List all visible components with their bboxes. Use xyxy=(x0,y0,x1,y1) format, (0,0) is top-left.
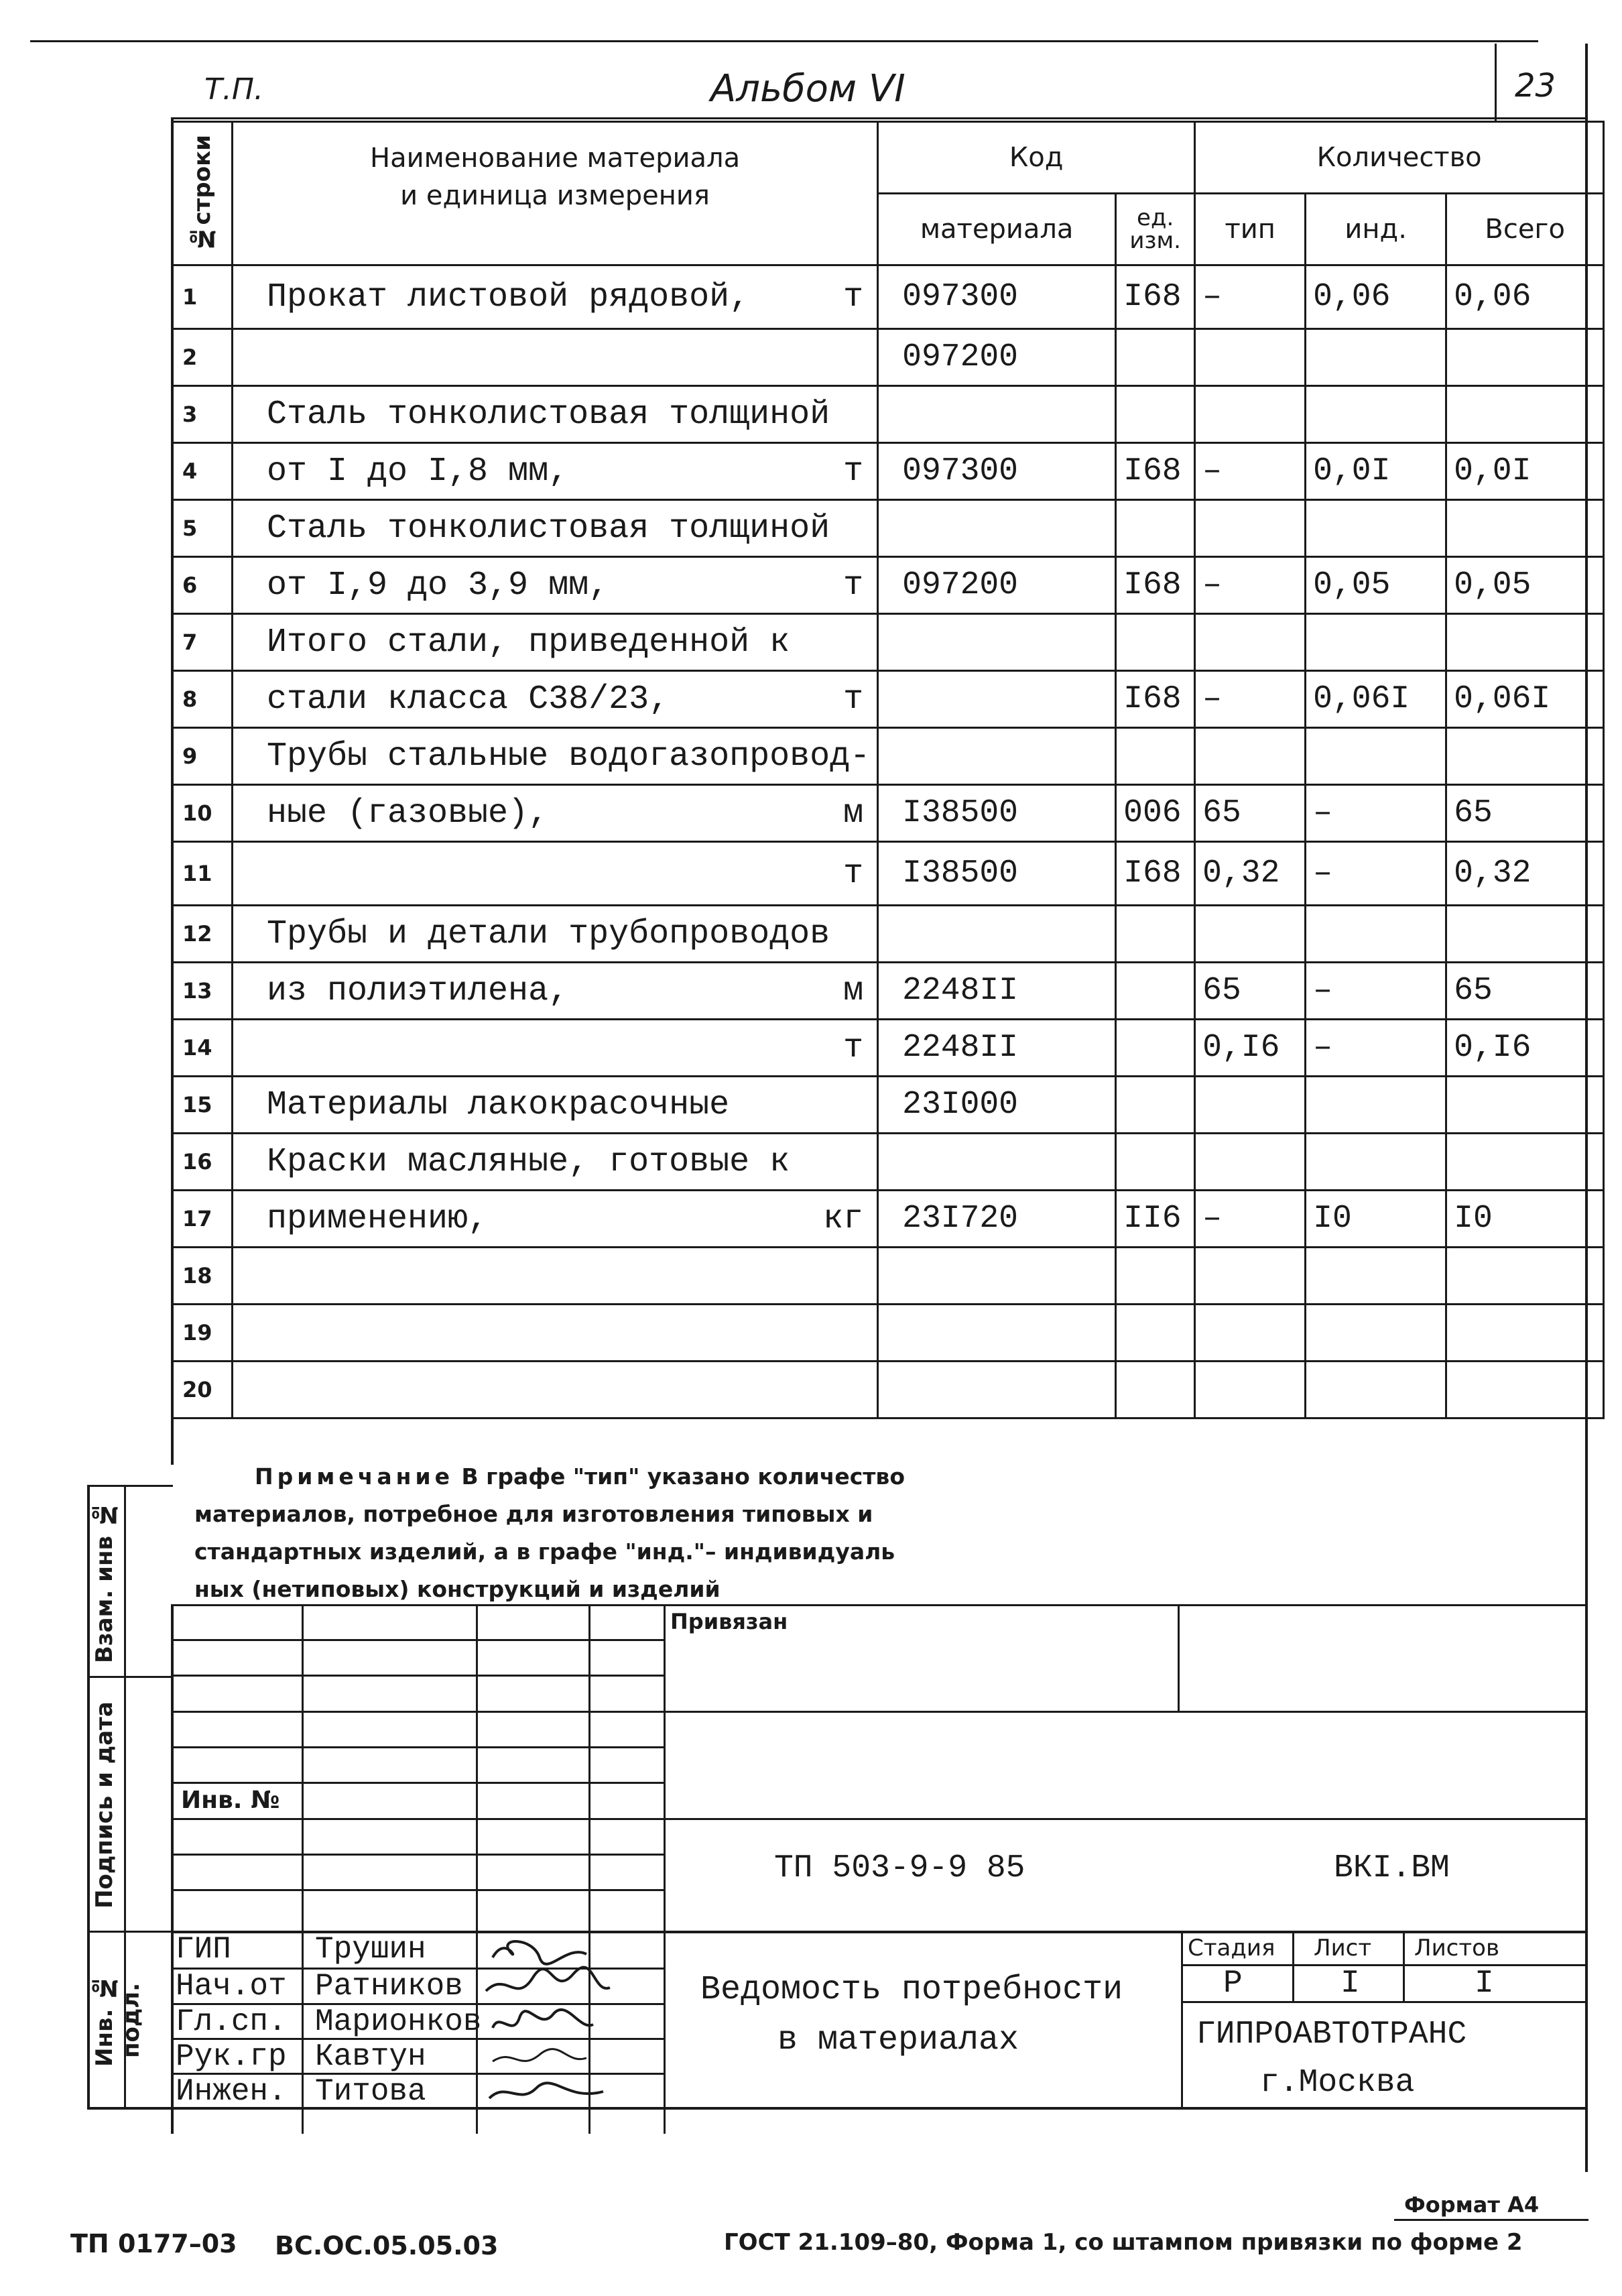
doc-mark: ВКI.ВМ xyxy=(1334,1850,1450,1886)
material-name-text: ные (газовые), xyxy=(267,794,549,833)
row-number: 11 xyxy=(172,842,233,906)
footer-left-code2: ВС.ОС.05.05.03 xyxy=(275,2231,499,2260)
material-name xyxy=(233,1362,878,1418)
unit-code: I68 xyxy=(1116,671,1195,728)
stamp-row-4 xyxy=(171,1746,664,1748)
table-row xyxy=(172,906,1604,963)
sheet-label: Лист xyxy=(1314,1935,1372,1961)
footer-rule xyxy=(1394,2219,1588,2221)
row-number: 4 xyxy=(172,443,233,500)
material-code xyxy=(878,1248,1116,1305)
row-number: 7 xyxy=(172,614,233,671)
inv-no-label: Инв. № xyxy=(181,1787,280,1814)
unit-code: I68 xyxy=(1116,265,1195,329)
qty-total xyxy=(1446,386,1604,443)
sheets-value: I xyxy=(1475,1966,1494,2002)
doc-title-line2: в материалах xyxy=(777,2021,1019,2059)
qty-type xyxy=(1195,386,1306,443)
stamp-col-e xyxy=(1178,1604,1180,1711)
stamp-col-a xyxy=(302,1604,304,2134)
material-name xyxy=(233,386,878,443)
col-qty-total-header: Всего xyxy=(1446,194,1604,265)
qty-ind: 0,05 xyxy=(1306,557,1446,614)
material-name xyxy=(233,329,878,386)
unit-code xyxy=(1116,1134,1195,1191)
material-code xyxy=(878,1134,1116,1191)
qty-type: – xyxy=(1195,1191,1306,1248)
row-number: 3 xyxy=(172,386,233,443)
material-name xyxy=(233,1020,878,1077)
table-row xyxy=(172,1077,1604,1134)
side-strip-top xyxy=(87,1485,173,1487)
qty-total: 0,I6 xyxy=(1446,1020,1604,1077)
table-row xyxy=(172,265,1604,329)
sheets-label: Листов xyxy=(1414,1935,1500,1961)
material-code: 23I000 xyxy=(878,1077,1116,1134)
stamp-row-8 xyxy=(171,1889,664,1891)
signer-role: Нач.от xyxy=(176,1969,287,2004)
material-code xyxy=(878,1362,1116,1418)
album-label: Альбом VI xyxy=(710,67,906,111)
doc-title-line1: Ведомость потребности xyxy=(700,1971,1123,2009)
material-name-text: стали класса С38/23, xyxy=(267,680,670,719)
signer-name: Марионков xyxy=(315,2004,482,2039)
row-number: 1 xyxy=(172,265,233,329)
stage-label: Стадия xyxy=(1188,1935,1275,1961)
material-unit: т xyxy=(843,278,864,316)
qty-type xyxy=(1195,906,1306,963)
row-number: 13 xyxy=(172,963,233,1020)
qty-ind: 0,0I xyxy=(1306,443,1446,500)
stamp-col-d xyxy=(664,1604,666,2134)
qty-total xyxy=(1446,1305,1604,1362)
qty-type xyxy=(1195,1077,1306,1134)
stage-col-1 xyxy=(1181,1931,1183,2107)
stage-value: Р xyxy=(1223,1966,1243,2002)
table-row xyxy=(172,614,1604,671)
col-qty-ind-header: инд. xyxy=(1306,194,1446,265)
unit-code xyxy=(1116,906,1195,963)
material-unit: м xyxy=(843,971,864,1010)
qty-ind xyxy=(1306,500,1446,557)
qty-ind xyxy=(1306,614,1446,671)
stamp-row-1 xyxy=(171,1639,664,1641)
material-name xyxy=(233,443,878,500)
qty-total xyxy=(1446,1077,1604,1134)
qty-ind xyxy=(1306,1134,1446,1191)
unit-code xyxy=(1116,1305,1195,1362)
unit-code xyxy=(1116,728,1195,785)
stamp-row-5 xyxy=(171,1782,664,1784)
qty-ind: – xyxy=(1306,963,1446,1020)
stamp-row-7 xyxy=(171,1854,664,1856)
qty-total: 0,06I xyxy=(1446,671,1604,728)
side-podpis: Подпись и дата xyxy=(91,1701,118,1909)
row-number: 17 xyxy=(172,1191,233,1248)
signer-role: Инжен. xyxy=(176,2074,287,2109)
qty-type: 0,32 xyxy=(1195,842,1306,906)
material-code: 097300 xyxy=(878,265,1116,329)
material-unit: т xyxy=(843,566,864,605)
material-code: 23I720 xyxy=(878,1191,1116,1248)
qty-ind xyxy=(1306,386,1446,443)
material-name xyxy=(233,785,878,842)
material-unit: т xyxy=(843,452,864,491)
qty-ind: – xyxy=(1306,1020,1446,1077)
material-unit: м xyxy=(843,794,864,833)
unit-code: 006 xyxy=(1116,785,1195,842)
material-code: 2248II xyxy=(878,963,1116,1020)
material-name-text: Трубы и детали трубопроводов xyxy=(267,914,830,953)
row-number: 6 xyxy=(172,557,233,614)
qty-type: 0,I6 xyxy=(1195,1020,1306,1077)
material-name xyxy=(233,500,878,557)
material-name xyxy=(233,1305,878,1362)
table-row xyxy=(172,1191,1604,1248)
note-line3: стандартных изделий, а в графе "инд."– индивидуаль xyxy=(194,1538,895,1565)
table-row xyxy=(172,1248,1604,1305)
qty-total: I0 xyxy=(1446,1191,1604,1248)
note-line4: ных (нетиповых) конструкций и изделий xyxy=(194,1576,721,1602)
format-label: Формат А4 xyxy=(1404,2192,1540,2218)
qty-type: – xyxy=(1195,265,1306,329)
qty-type: 65 xyxy=(1195,785,1306,842)
stamp-row-2 xyxy=(171,1675,664,1677)
qty-ind: – xyxy=(1306,785,1446,842)
qty-total xyxy=(1446,500,1604,557)
qty-ind xyxy=(1306,1305,1446,1362)
qty-type xyxy=(1195,728,1306,785)
stamp-frame-left xyxy=(171,1604,174,2134)
signatures xyxy=(479,1931,613,2108)
material-unit: кг xyxy=(823,1199,864,1238)
note-block xyxy=(194,1458,905,1608)
sheet-value: I xyxy=(1340,1966,1360,2002)
unit-code xyxy=(1116,1020,1195,1077)
unit-code: II6 xyxy=(1116,1191,1195,1248)
table-row xyxy=(172,1134,1604,1191)
footer-left-code: ТП 0177–03 xyxy=(70,2229,237,2258)
material-name xyxy=(233,1134,878,1191)
qty-type: – xyxy=(1195,671,1306,728)
qty-total xyxy=(1446,614,1604,671)
material-code: 097300 xyxy=(878,443,1116,500)
qty-type xyxy=(1195,1305,1306,1362)
unit-code xyxy=(1116,386,1195,443)
row-number: 9 xyxy=(172,728,233,785)
material-code xyxy=(878,386,1116,443)
table-row xyxy=(172,671,1604,728)
qty-total: 0,06 xyxy=(1446,265,1604,329)
table-row xyxy=(172,557,1604,614)
tp-label: Т.П. xyxy=(204,72,263,107)
material-code: 2248II xyxy=(878,1020,1116,1077)
side-strip-div2 xyxy=(87,1931,173,1933)
side-inv-podl: Инв. № подл. xyxy=(91,1974,145,2067)
col-qty-type-header: тип xyxy=(1195,194,1306,265)
qty-total: 0,32 xyxy=(1446,842,1604,906)
qty-type xyxy=(1195,1362,1306,1418)
material-name xyxy=(233,1077,878,1134)
qty-type xyxy=(1195,500,1306,557)
col-code-header: Код xyxy=(878,122,1195,194)
material-name-text: Материалы лакокрасочные xyxy=(267,1085,730,1124)
qty-total: 65 xyxy=(1446,963,1604,1020)
signer-name: Ратников xyxy=(315,1969,463,2004)
material-code xyxy=(878,500,1116,557)
stamp-col-b xyxy=(476,1604,478,2134)
signer-name: Трушин xyxy=(315,1932,426,1967)
material-name-text: от I до I,8 мм, xyxy=(267,452,569,491)
table-row xyxy=(172,785,1604,842)
qty-type xyxy=(1195,1248,1306,1305)
unit-code xyxy=(1116,1077,1195,1134)
side-strip-outer xyxy=(87,1485,90,2108)
materials-table xyxy=(171,121,1605,1419)
table-row xyxy=(172,728,1604,785)
row-number: 10 xyxy=(172,785,233,842)
qty-total: 0,05 xyxy=(1446,557,1604,614)
row-number: 12 xyxy=(172,906,233,963)
sheet-number: 23 xyxy=(1515,67,1556,105)
header-underline xyxy=(171,117,1585,119)
material-name-text: Краски масляные, готовые к xyxy=(267,1142,790,1181)
doc-code: ТП 503-9-9 85 xyxy=(774,1850,1025,1886)
qty-ind xyxy=(1306,1248,1446,1305)
table-row xyxy=(172,500,1604,557)
unit-code xyxy=(1116,500,1195,557)
qty-total xyxy=(1446,1134,1604,1191)
material-code: I38500 xyxy=(878,785,1116,842)
stage-col-2 xyxy=(1292,1931,1294,2001)
qty-type xyxy=(1195,329,1306,386)
material-name xyxy=(233,671,878,728)
signer-role: Гл.сп. xyxy=(176,2004,287,2039)
row-number: 15 xyxy=(172,1077,233,1134)
side-strip-div1 xyxy=(87,1676,173,1678)
material-name xyxy=(233,614,878,671)
stamp-bottom xyxy=(87,2107,1585,2110)
col-code-unit-header: ед. изм. xyxy=(1116,194,1195,265)
sheet-number-box-left xyxy=(1495,44,1497,121)
qty-total: 0,0I xyxy=(1446,443,1604,500)
qty-ind xyxy=(1306,1362,1446,1418)
unit-code xyxy=(1116,329,1195,386)
qty-ind xyxy=(1306,906,1446,963)
material-unit: т xyxy=(843,854,864,893)
qty-ind: 0,06I xyxy=(1306,671,1446,728)
table-row xyxy=(172,963,1604,1020)
qty-total xyxy=(1446,728,1604,785)
stamp-row-3 xyxy=(171,1711,1585,1713)
unit-code: I68 xyxy=(1116,443,1195,500)
material-name-text: Прокат листовой рядовой, xyxy=(267,278,750,316)
material-code: 097200 xyxy=(878,557,1116,614)
qty-total xyxy=(1446,906,1604,963)
material-code xyxy=(878,728,1116,785)
material-name xyxy=(233,963,878,1020)
row-number: 2 xyxy=(172,329,233,386)
qty-ind xyxy=(1306,329,1446,386)
col-qty-header: Количество xyxy=(1195,122,1604,194)
material-name-text: Сталь тонколистовая толщиной xyxy=(267,395,830,434)
col-code-material-header: материала xyxy=(878,194,1116,265)
material-name-text: применению, xyxy=(267,1199,489,1238)
side-vzam: Взам. инв № xyxy=(91,1501,118,1663)
note-line1: В графе "тип" указано количество xyxy=(461,1463,905,1490)
table-row xyxy=(172,1020,1604,1077)
stage-col-3 xyxy=(1403,1931,1405,2001)
material-name-text: Сталь тонколистовая толщиной xyxy=(267,509,830,548)
material-name xyxy=(233,842,878,906)
unit-code xyxy=(1116,614,1195,671)
qty-total xyxy=(1446,1248,1604,1305)
row-number: 18 xyxy=(172,1248,233,1305)
table-row xyxy=(172,329,1604,386)
qty-type xyxy=(1195,614,1306,671)
note-line2: материалов, потребное для изготовления типовых и xyxy=(194,1501,873,1527)
footer-gost: ГОСТ 21.109–80, Форма 1, со штампом привязки по форме 2 xyxy=(724,2229,1523,2256)
material-code xyxy=(878,1305,1116,1362)
signer-name: Кавтун xyxy=(315,2039,426,2074)
material-name xyxy=(233,557,878,614)
top-rule xyxy=(30,40,1538,42)
material-name-text: от I,9 до 3,9 мм, xyxy=(267,566,609,605)
row-number: 8 xyxy=(172,671,233,728)
table-row xyxy=(172,1362,1604,1418)
material-code xyxy=(878,614,1116,671)
qty-total xyxy=(1446,1362,1604,1418)
qty-total xyxy=(1446,329,1604,386)
qty-type: 65 xyxy=(1195,963,1306,1020)
material-name xyxy=(233,1191,878,1248)
row-number: 20 xyxy=(172,1362,233,1418)
qty-ind: I0 xyxy=(1306,1191,1446,1248)
row-number: 19 xyxy=(172,1305,233,1362)
material-code xyxy=(878,906,1116,963)
material-name-text: Итого стали, приведенной к xyxy=(267,623,790,662)
note-label: Примечание xyxy=(255,1463,454,1490)
qty-type: – xyxy=(1195,557,1306,614)
table-row xyxy=(172,842,1604,906)
org-name: ГИПРОАВТОТРАНС xyxy=(1196,2016,1467,2053)
qty-type: – xyxy=(1195,443,1306,500)
qty-ind: 0,06 xyxy=(1306,265,1446,329)
unit-code xyxy=(1116,963,1195,1020)
qty-total: 65 xyxy=(1446,785,1604,842)
table-row xyxy=(172,443,1604,500)
material-name xyxy=(233,265,878,329)
note-bottom-rule xyxy=(171,1604,1585,1606)
table-row xyxy=(172,386,1604,443)
material-name xyxy=(233,906,878,963)
material-name-text: Трубы стальные водогазопровод- xyxy=(267,737,871,776)
col-name-header: Наименование материала и единица измерения xyxy=(233,122,878,265)
qty-type xyxy=(1195,1134,1306,1191)
material-name xyxy=(233,728,878,785)
unit-code xyxy=(1116,1362,1195,1418)
unit-code: I68 xyxy=(1116,557,1195,614)
signer-role: Рук.гр xyxy=(176,2039,287,2074)
signer-name: Титова xyxy=(315,2074,426,2109)
row-number: 14 xyxy=(172,1020,233,1077)
qty-ind xyxy=(1306,728,1446,785)
qty-ind xyxy=(1306,1077,1446,1134)
stamp-row-6 xyxy=(171,1818,1585,1820)
col-row-no-header: №строки xyxy=(172,122,233,265)
table-row xyxy=(172,1305,1604,1362)
material-code: 097200 xyxy=(878,329,1116,386)
unit-code: I68 xyxy=(1116,842,1195,906)
material-code xyxy=(878,671,1116,728)
unit-code xyxy=(1116,1248,1195,1305)
row-number: 16 xyxy=(172,1134,233,1191)
signer-role: ГИП xyxy=(176,1932,231,1967)
row-number: 5 xyxy=(172,500,233,557)
material-name-text: из полиэтилена, xyxy=(267,971,569,1010)
material-unit: т xyxy=(843,1028,864,1067)
material-code: I38500 xyxy=(878,842,1116,906)
privyazan-label: Привязан xyxy=(670,1609,788,1634)
material-name xyxy=(233,1248,878,1305)
material-unit: т xyxy=(843,680,864,719)
qty-ind: – xyxy=(1306,842,1446,906)
org-city: г.Москва xyxy=(1260,2065,1415,2101)
